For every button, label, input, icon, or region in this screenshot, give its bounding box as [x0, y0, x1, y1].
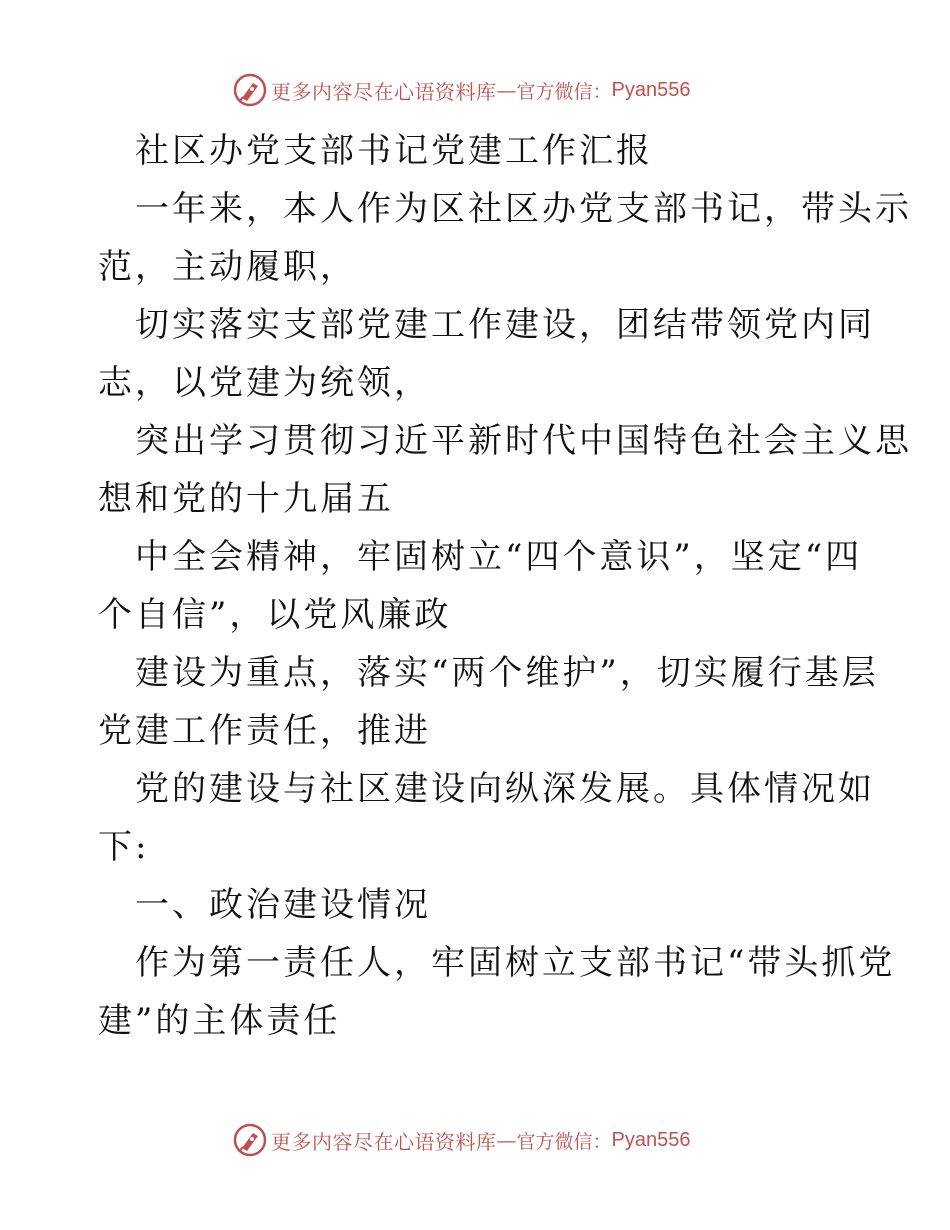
watermark-wechat-id: Pyan556 — [611, 1128, 691, 1151]
watermark-footer — [233, 1122, 690, 1158]
watermark-wechat-label: 官方微信： — [516, 1130, 612, 1153]
watermark-site-text: 更多内容尽在心语资料库 — [271, 1129, 497, 1154]
body-line: 范，主动履职， — [98, 247, 357, 287]
watermark-wechat-label: 官方微信： — [516, 80, 612, 103]
document-body — [98, 122, 912, 1050]
body-line: 党建工作责任，推进 — [98, 711, 431, 751]
watermark-dash: — — [496, 1128, 517, 1152]
body-line: 建”的主体责任 — [98, 1001, 341, 1041]
watermark-dash: — — [496, 78, 517, 102]
body-line: 个自信”，以党风廉政 — [98, 595, 452, 635]
document-title: 社区办党支部书记党建工作汇报 — [135, 131, 653, 171]
body-line: 下: — [98, 827, 150, 867]
body-line: 志，以党建为统领， — [98, 363, 431, 403]
section-heading: 一、政治建设情况 — [135, 885, 431, 925]
body-line: 切实落实支部党建工作建设，团结带领党内同 — [135, 305, 875, 345]
body-line: 中全会精神，牢固树立“四个意识”，坚定“四 — [135, 537, 863, 577]
pen-nib-logo-icon — [233, 1123, 267, 1157]
body-line: 作为第一责任人，牢固树立支部书记“带头抓党 — [135, 943, 896, 983]
body-line: 突出学习贯彻习近平新时代中国特色社会主义思 — [135, 421, 912, 461]
body-line: 党的建设与社区建设向纵深发展。具体情况如 — [135, 769, 875, 809]
watermark-wechat-id: Pyan556 — [611, 78, 691, 101]
body-line: 建设为重点，落实“两个维护”，切实履行基层 — [135, 653, 879, 693]
body-line: 想和党的十九届五 — [98, 479, 394, 519]
pen-nib-logo-icon — [233, 73, 267, 107]
watermark-site-text: 更多内容尽在心语资料库 — [271, 79, 497, 104]
watermark-header — [233, 72, 690, 108]
body-line: 一年来，本人作为区社区办党支部书记，带头示 — [135, 189, 912, 229]
